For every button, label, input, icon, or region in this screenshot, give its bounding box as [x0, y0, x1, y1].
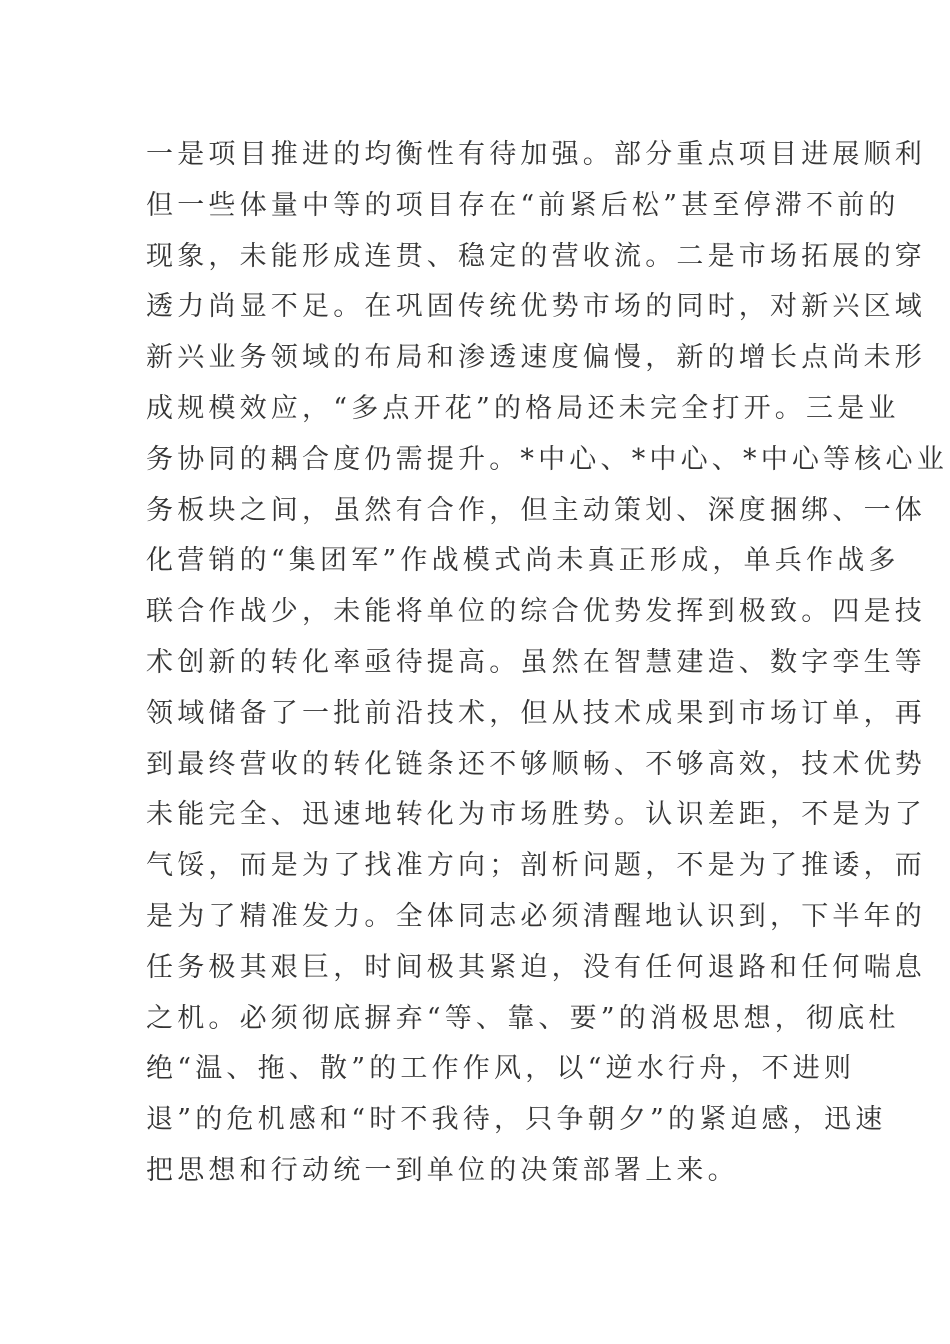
text-line-11: 术创新的转化率亟待提高。虽然在智慧建造、数字孪生等	[146, 646, 926, 678]
text-line-20: 退”的危机感和“时不我待，只争朝夕”的紧迫感，迅速	[146, 1104, 887, 1136]
text-line-12: 领域储备了一批前沿技术，但从技术成果到市场订单，再	[146, 697, 926, 729]
text-line-3: 现象，未能形成连贯、稳定的营收流。二是市场拓展的穿	[146, 240, 926, 272]
text-line-6: 成规模效应，“多点开花”的格局还未完全打开。三是业	[146, 392, 900, 424]
text-line-15: 气馁，而是为了找准方向；剖析问题，不是为了推诿，而	[146, 850, 926, 882]
text-line-17: 任务极其艰巨，时间极其紧迫，没有任何退路和任何喘息	[146, 951, 926, 983]
text-line-5: 新兴业务领域的布局和渗透速度偏慢，新的增长点尚未形	[146, 342, 926, 374]
text-line-2: 但一些体量中等的项目存在“前紧后松”甚至停滞不前的	[146, 189, 900, 221]
text-line-10: 联合作战少，未能将单位的综合优势发挥到极致。四是技	[146, 596, 926, 628]
text-line-18: 之机。必须彻底摒弃“等、靠、要”的消极思想，彻底杜	[146, 1002, 900, 1034]
text-line-16: 是为了精准发力。全体同志必须清醒地认识到，下半年的	[146, 900, 926, 932]
text-line-14: 未能完全、迅速地转化为市场胜势。认识差距，不是为了	[146, 799, 926, 831]
text-line-4: 透力尚显不足。在巩固传统优势市场的同时，对新兴区域	[146, 291, 926, 323]
text-line-1: 一是项目推进的均衡性有待加强。部分重点项目进展顺利	[146, 139, 926, 170]
text-line-21: 把思想和行动统一到单位的决策部署上来。	[146, 1154, 739, 1186]
text-line-8: 务板块之间，虽然有合作，但主动策划、深度捆绑、一体	[146, 494, 926, 526]
body-paragraph	[146, 130, 948, 1197]
text-line-7: 务协同的耦合度仍需提升。*中心、*中心、*中心等核心业	[146, 443, 948, 475]
text-line-19: 绝“温、拖、散”的工作作风，以“逆水行舟，不进则	[146, 1053, 856, 1085]
text-line-9: 化营销的“集团军”作战模式尚未真正形成，单兵作战多	[146, 545, 900, 577]
text-line-13: 到最终营收的转化链条还不够顺畅、不够高效，技术优势	[146, 748, 926, 780]
